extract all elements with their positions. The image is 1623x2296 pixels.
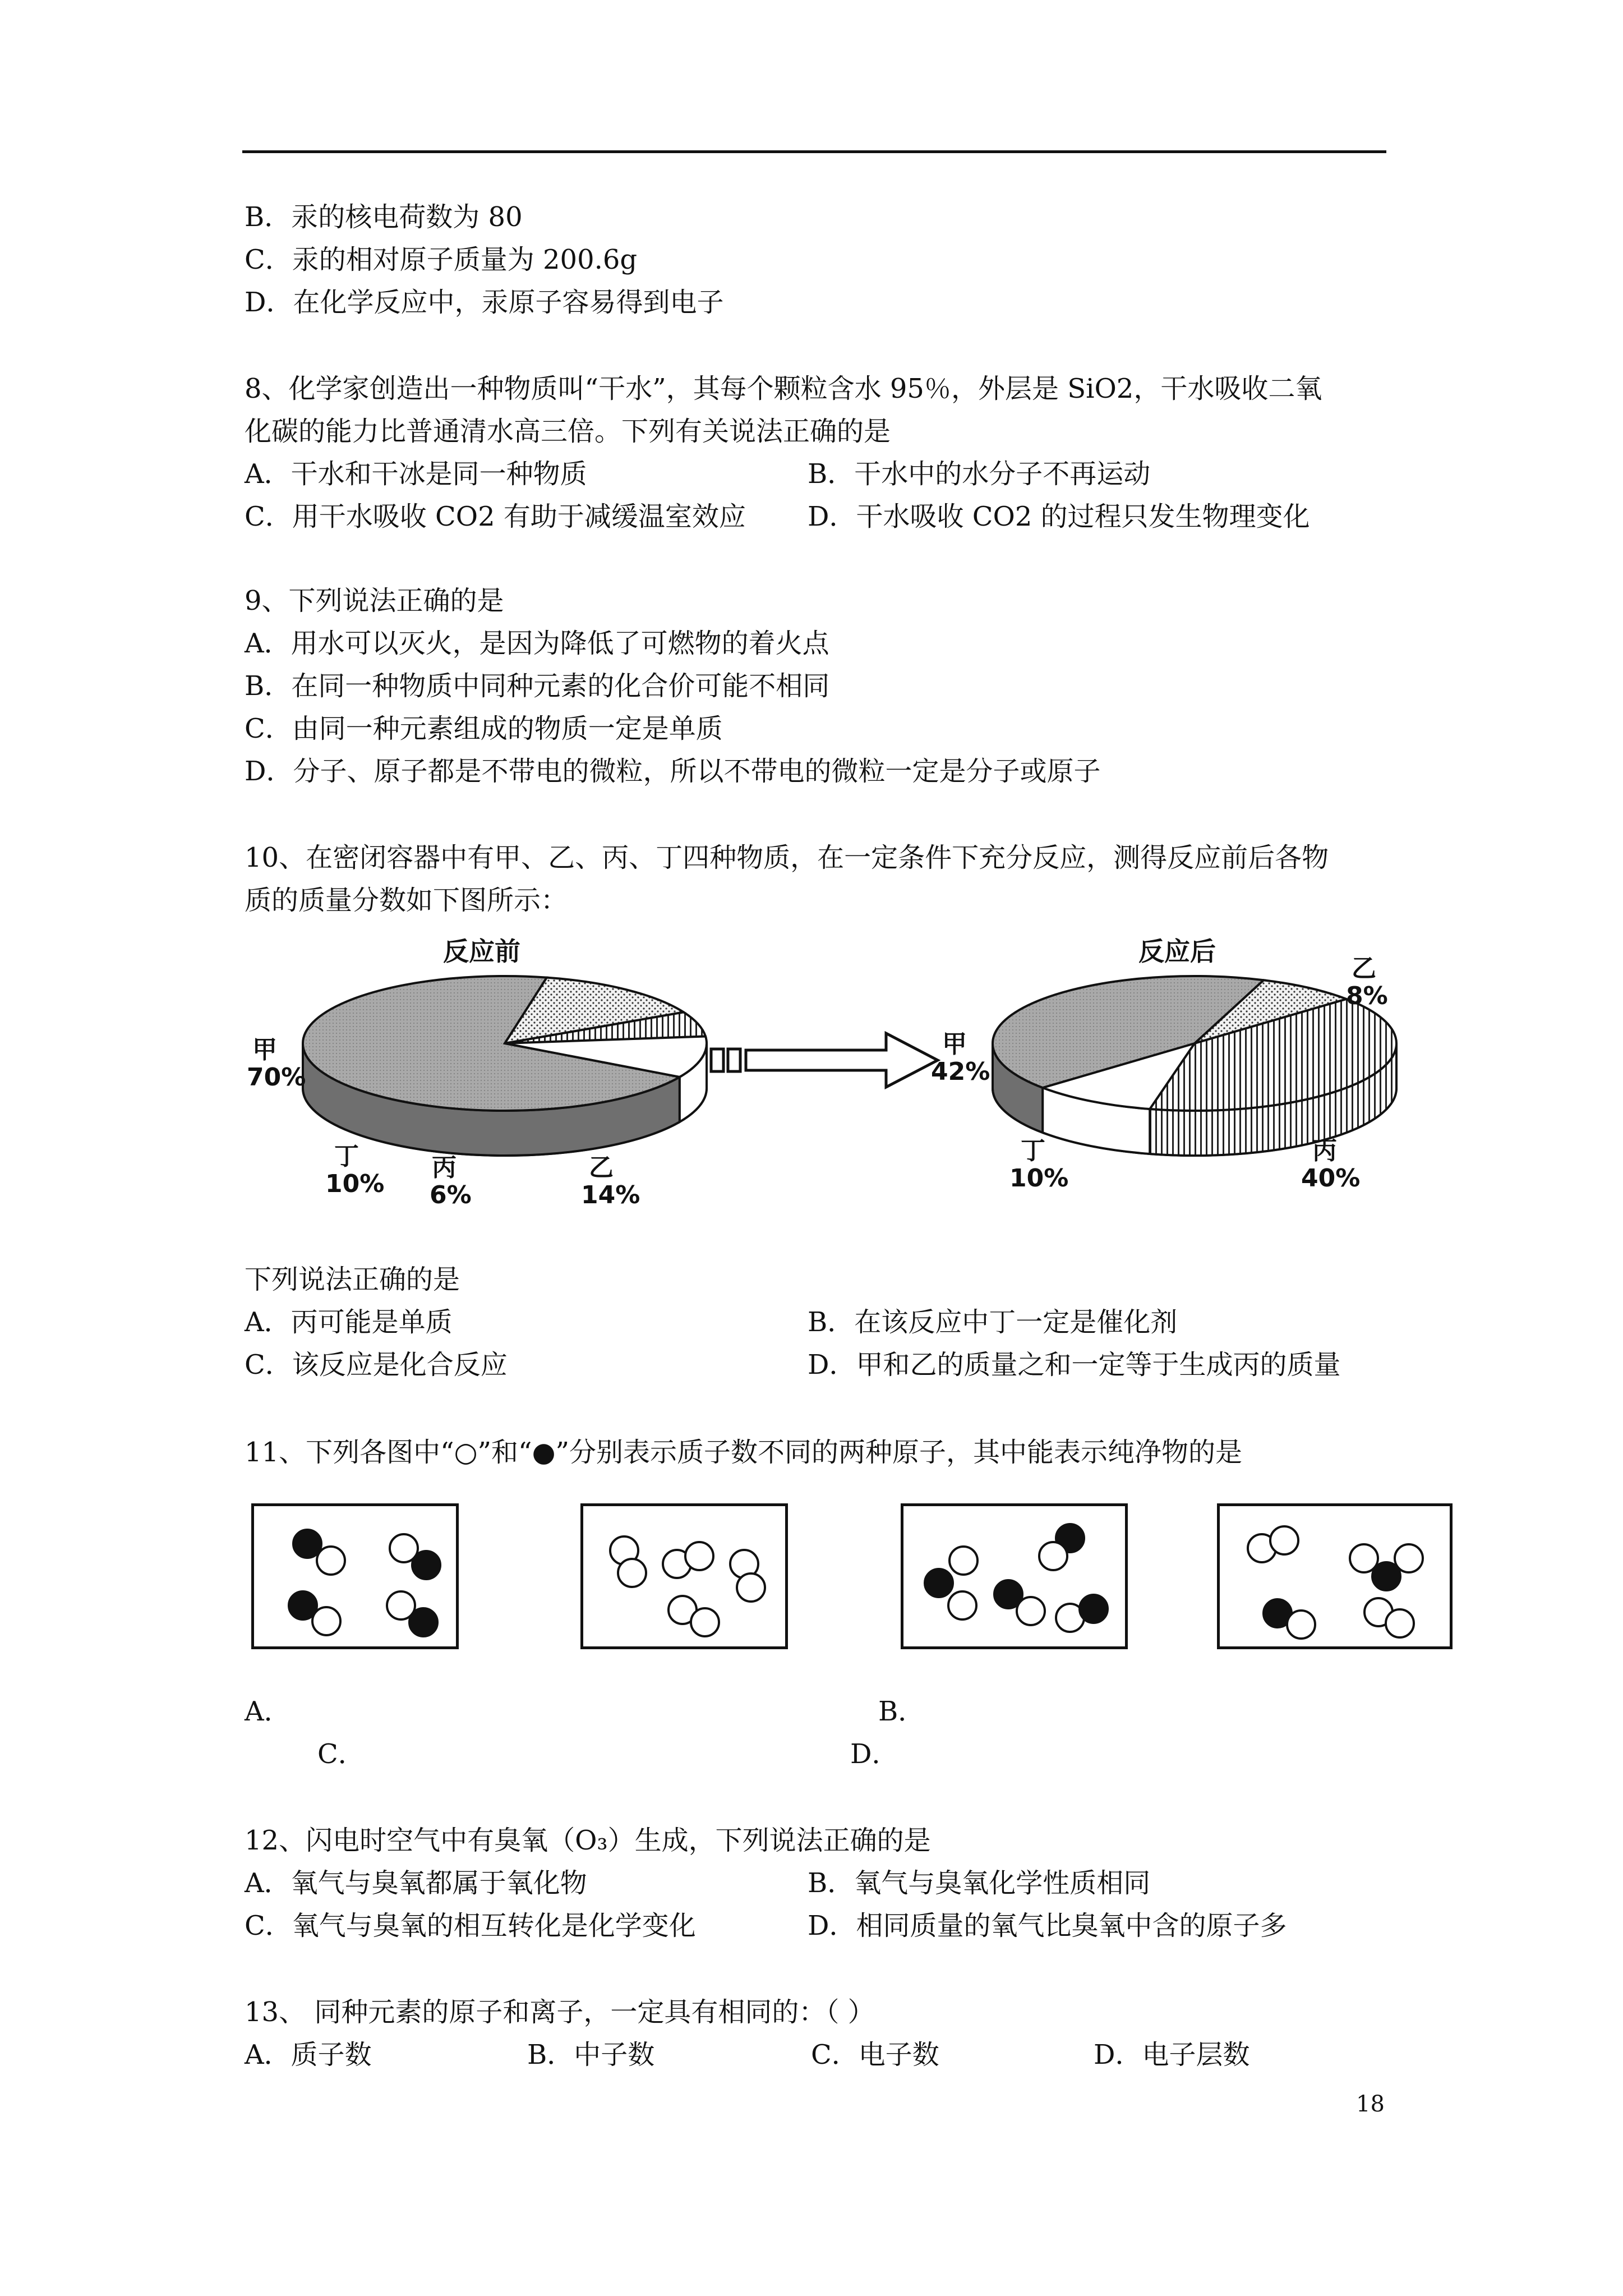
q12-option-a: A．氧气与臭氧都属于氧化物: [245, 1867, 587, 1899]
q10-option-a: A．丙可能是单质: [245, 1306, 453, 1338]
arrow-icon: [707, 1027, 942, 1094]
q8-option-d: D．干水吸收 CO2 的过程只发生物理变化: [808, 501, 1310, 532]
q9-option-d: D．分子、原子都是不带电的微粒，所以不带电的微粒一定是分子或原子: [245, 756, 1101, 787]
pie-after-value-yi: 8%: [1346, 982, 1388, 1010]
pie-after-label-bing: 丙: [1312, 1137, 1337, 1165]
pie-before-value-jia: 70%: [247, 1063, 306, 1092]
pie-after-title: 反应后: [1138, 936, 1216, 967]
q12-option-b: B．氧气与臭氧化学性质相同: [808, 1867, 1151, 1899]
particle-box-d: [1217, 1503, 1453, 1649]
q13-option-d: D．电子层数: [1094, 2039, 1250, 2070]
q12-stem: 12、闪电时空气中有臭氧（O₃）生成，下列说法正确的是: [245, 1825, 931, 1856]
q9-option-c: C．由同一种元素组成的物质一定是单质: [245, 713, 723, 744]
q7-option-b: B．汞的核电荷数为 80: [245, 201, 523, 233]
pie-before-label-ding: 丁: [334, 1142, 359, 1171]
q7-option-d: D．在化学反应中，汞原子容易得到电子: [245, 287, 724, 318]
q9-stem: 9、下列说法正确的是: [245, 585, 504, 616]
q11-label-a: A．: [245, 1696, 291, 1727]
pie-after-value-bing: 40%: [1301, 1164, 1361, 1193]
pie-before-label-yi: 乙: [589, 1153, 614, 1182]
q11-label-c: C．: [317, 1738, 365, 1770]
particle-box-c: [901, 1503, 1128, 1649]
q8-stem-line1: 8、化学家创造出一种物质叫“干水”，其每个颗粒含水 95％，外层是 SiO2，干水吸收二氧: [245, 373, 1322, 404]
pie-before-value-bing: 6%: [430, 1181, 472, 1209]
pie-after-label-jia: 甲: [942, 1030, 967, 1059]
q11-label-d: D．: [850, 1738, 899, 1770]
pie-after-label-yi: 乙: [1352, 954, 1376, 983]
pie-after-value-jia: 42%: [931, 1057, 990, 1086]
q12-option-c: C．氧气与臭氧的相互转化是化学变化: [245, 1910, 696, 1941]
particle-box-a: [251, 1503, 459, 1649]
q10-option-d: D．甲和乙的质量之和一定等于生成丙的质量: [808, 1349, 1341, 1381]
q13-option-a: A．质子数: [245, 2039, 372, 2070]
q9-option-a: A．用水可以灭火，是因为降低了可燃物的着火点: [245, 628, 829, 659]
pie-before-label-bing: 丙: [432, 1153, 457, 1182]
header-rule: [242, 150, 1386, 153]
q10-option-c: C．该反应是化合反应: [245, 1349, 508, 1381]
q11-stem: 11、下列各图中“○”和“●”分别表示质子数不同的两种原子，其中能表示纯净物的是: [245, 1437, 1243, 1468]
q13-option-b: B．中子数: [527, 2039, 655, 2070]
pie-after-chart: [981, 965, 1408, 1167]
pie-before-title: 反应前: [443, 936, 520, 967]
pie-before-label-jia: 甲: [252, 1036, 277, 1064]
q13-stem: 13、 同种元素的原子和离子，一定具有相同的：（ ）: [245, 1996, 875, 2028]
q10-option-b: B．在该反应中丁一定是催化剂: [808, 1306, 1178, 1338]
page-number: 18: [1356, 2091, 1385, 2117]
q11-label-b: B．: [878, 1696, 925, 1727]
q10-prompt: 下列说法正确的是: [245, 1264, 460, 1295]
particle-box-b: [580, 1503, 788, 1649]
pie-after-value-ding: 10%: [1009, 1164, 1069, 1193]
q13-option-c: C．电子数: [811, 2039, 939, 2070]
q8-stem-line2: 化碳的能力比普通清水高三倍。下列有关说法正确的是: [245, 416, 891, 447]
q8-option-a: A．干水和干冰是同一种物质: [245, 458, 587, 490]
pie-before-value-ding: 10%: [325, 1170, 385, 1198]
pie-before-value-yi: 14%: [581, 1181, 640, 1209]
q10-stem-line1: 10、在密闭容器中有甲、乙、丙、丁四种物质，在一定条件下充分反应，测得反应前后各物: [245, 842, 1329, 873]
q8-option-c: C．用干水吸收 CO2 有助于减缓温室效应: [245, 501, 746, 532]
q10-stem-line2: 质的质量分数如下图所示：: [245, 885, 568, 916]
q7-option-c: C．汞的相对原子质量为 200.6g: [245, 244, 638, 275]
q9-option-b: B．在同一种物质中同种元素的化合价可能不相同: [245, 670, 830, 702]
pie-after-label-ding: 丁: [1021, 1137, 1045, 1165]
q8-option-b: B．干水中的水分子不再运动: [808, 458, 1151, 490]
q12-option-d: D．相同质量的氧气比臭氧中含的原子多: [808, 1910, 1287, 1941]
